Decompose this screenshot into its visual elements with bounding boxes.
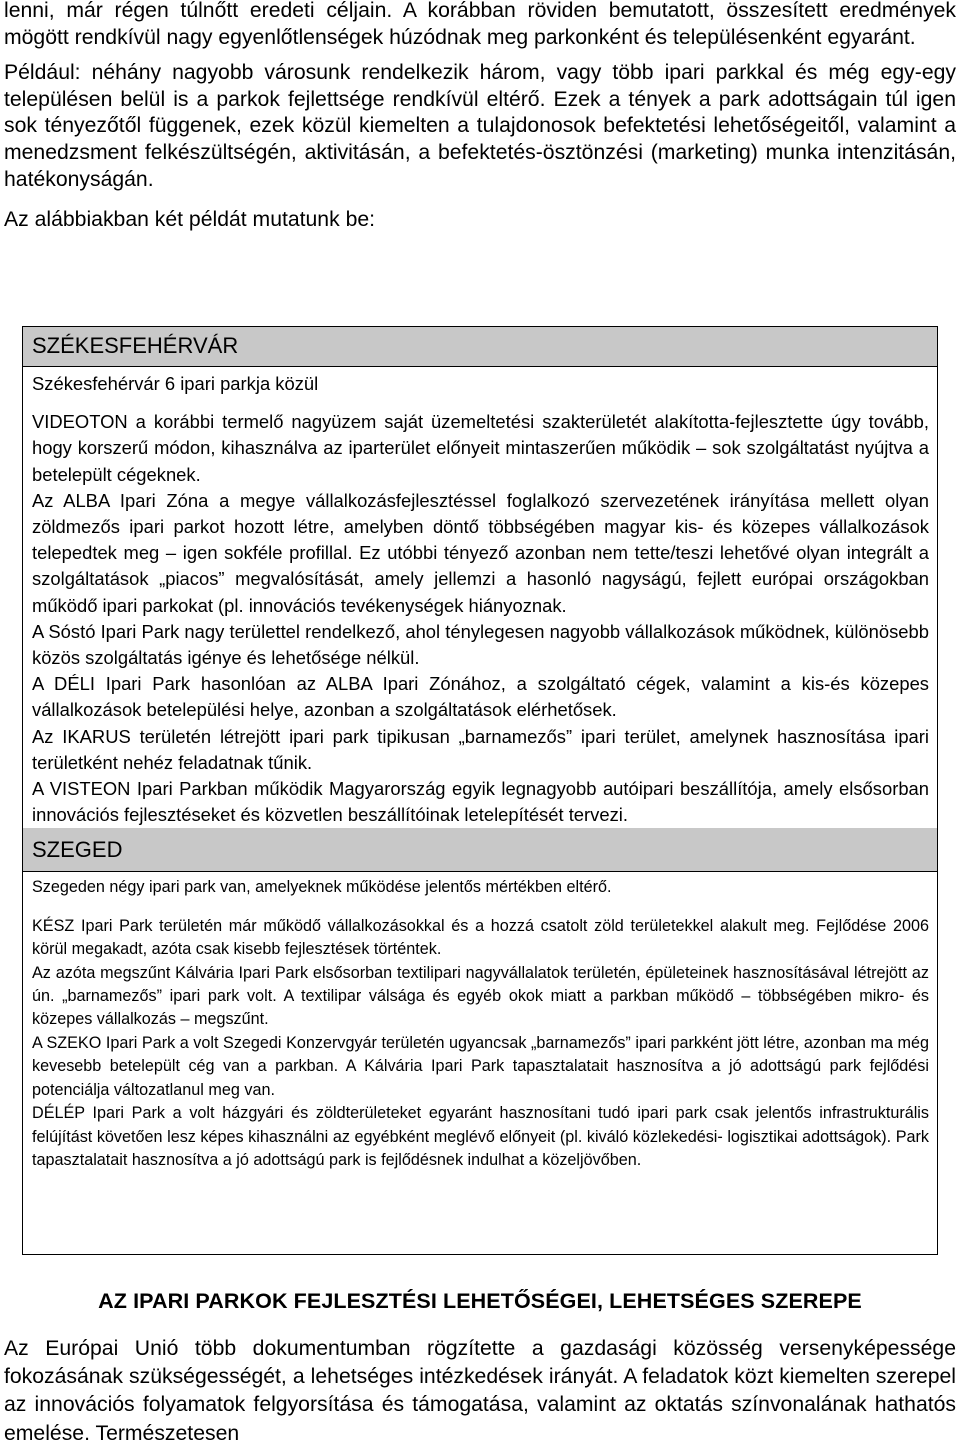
szeged-parks xyxy=(32,915,929,1172)
intro-paragraph: lenni, már régen túlnőtt eredeti céljain. A korábban röviden bemutatott, összesített eredmények mögött rendkívül nagy egyenlőtlenségek húzódnak meg parkonként és településenként egyaránt. xyxy=(4,0,956,49)
szeged-subtitle: Szegeden négy ipari park van, amelyeknek működése jelentős mértékben eltérő. xyxy=(32,878,612,897)
park-description: A SZEKO Ipari Park a volt Szegedi Konzervgyár területén ugyancsak „barnamezős” ipari parkként jött létre, azonban ma még kevesebb betelepült cég van a parkban. A Kálvária Ipari Park tapasztalatait hasznosítva a jó adottságú park fejlődési potenciálja változatlanul meg van. xyxy=(32,1033,929,1099)
szeged-content xyxy=(23,872,937,1172)
park-description: A VISTEON Ipari Parkban működik Magyarország egyik legnagyobb autóipari beszállítója, amely elsősorban innovációs fejlesztéseket és közvetlen beszállítóinak letelepítését tervezi. xyxy=(32,778,929,826)
szekesfehervar-heading: SZÉKESFEHÉRVÁR xyxy=(23,327,937,367)
szeged-heading: SZEGED xyxy=(23,828,937,872)
park-description: A Sóstó Ipari Park nagy területtel rendelkező, ahol ténylegesen nagyobb vállalkozások működnek, különösebb közös szolgáltatás igénye és lehetősége nélkül. xyxy=(32,620,929,669)
closing-paragraph: Az Európai Unió több dokumentumban rögzítette a gazdasági közösség versenyképessége fokozásának szükségességét, a lehetséges intézkedések irányát. A feladatok közt kiemelten szerepel az innovációs folyamatok felgyorsítása és támogatása, valamint az oktatás színvonalának hathatós emelése. Természetesen xyxy=(4,1337,956,1445)
intro-paragraph: Például: néhány nagyobb városunk rendelkezik három, vagy több ipari parkkal és még egy-egy településen belül is a parkok fejlettsége rendkívül eltérő. Ezek a tények a park adottságain túl igen sok tényezőtől függenek, ezek közül kiemelten a tulajdonosok befektetési lehetőségeitől, valamint a menedzsment felkészültségén, aktivitásán, a befektetés-ösztönzési (marketing) munka intenzitásán, hatékonyságán. xyxy=(4,61,956,191)
park-description: A DÉLI Ipari Park hasonlóan az ALBA Ipari Zónához, a szolgáltató cégek, valamint a kis-és közepes vállalkozások betelepülési helye, azonban a szolgáltatások elérhetősek. xyxy=(32,673,929,721)
examples-box xyxy=(22,326,938,1255)
szekesfehervar-content xyxy=(23,367,937,828)
section-title: AZ IPARI PARKOK FEJLESZTÉSI LEHETŐSÉGEI, LEHETSÉGES SZEREPE xyxy=(98,1289,862,1313)
closing-text xyxy=(4,1335,956,1448)
examples-intro-line: Az alábbiakban két példát mutatunk be: xyxy=(4,208,376,232)
szekesfehervar-subtitle: Székesfehérvár 6 ipari parkja közül xyxy=(32,373,319,394)
park-description: KÉSZ Ipari Park területén már működő vállalkozásokkal és a hozzá csatolt zöld területekkel alakult meg. Fejlődése 2006 körül megakadt, azóta csak kisebb fejlesztések történtek. xyxy=(32,916,929,959)
szekesfehervar-parks xyxy=(32,409,929,828)
park-description: Az IKARUS területén létrejött ipari park tipikusan „barnamezős” ipari terület, amelynek hasznosítása ipari területként nehéz feladatnak tűnik. xyxy=(32,725,929,773)
intro-text xyxy=(4,0,956,234)
park-description: DÉLÉP Ipari Park a volt házgyári és zöldterületeket egyaránt hasznosítani tudó ipari park csak jelentős infrastrukturális felújítást követően lesz képes kihasználni az egyébként meglévő előnyeit (pl. kiváló közlekedési- logisztikai adottságok). Park tapasztalatait hasznosítva a jó adottságú park is fejlődésnek indulhat a közeljövőben. xyxy=(32,1104,929,1169)
park-description: Az azóta megszűnt Kálvária Ipari Park elsősorban textilipari nagyvállalatok területén, épületeinek hasznosításával létrejött az ún. „barnamezős” ipari park volt. A textilipar válsága és egyéb okok miatt a parkban működő – többségében mikro- és közepes vállalkozás – megszűnt. xyxy=(32,963,929,1029)
park-description: Az ALBA Ipari Zóna a megye vállalkozásfejlesztéssel foglalkozó szervezetének irányítása mellett olyan zöldmezős ipari parkot hozott létre, amelyben döntő többségében magyar kis- és közepes vállalkozások telepedtek meg – igen sokféle profillal. Ez utóbbi tényező azonban nem tette/teszi lehetővé olyan integrált a szolgáltatások „piacos” megvalósítását, amely jellemzi a hasonló nagyságú, fejlett európai országokban működő ipari parkokat (pl. innovációs tevékenységek hiányoznak. xyxy=(32,489,929,616)
park-description: VIDEOTON a korábbi termelő nagyüzem saját üzemeltetési szakterületét alakította-fejlesztette úgy tovább, hogy korszerű módon, kihasználva az iparterület előnyeit mintaszerűen működik – sok szolgáltatást nyújtva a betelepült cégeknek. xyxy=(32,411,929,485)
